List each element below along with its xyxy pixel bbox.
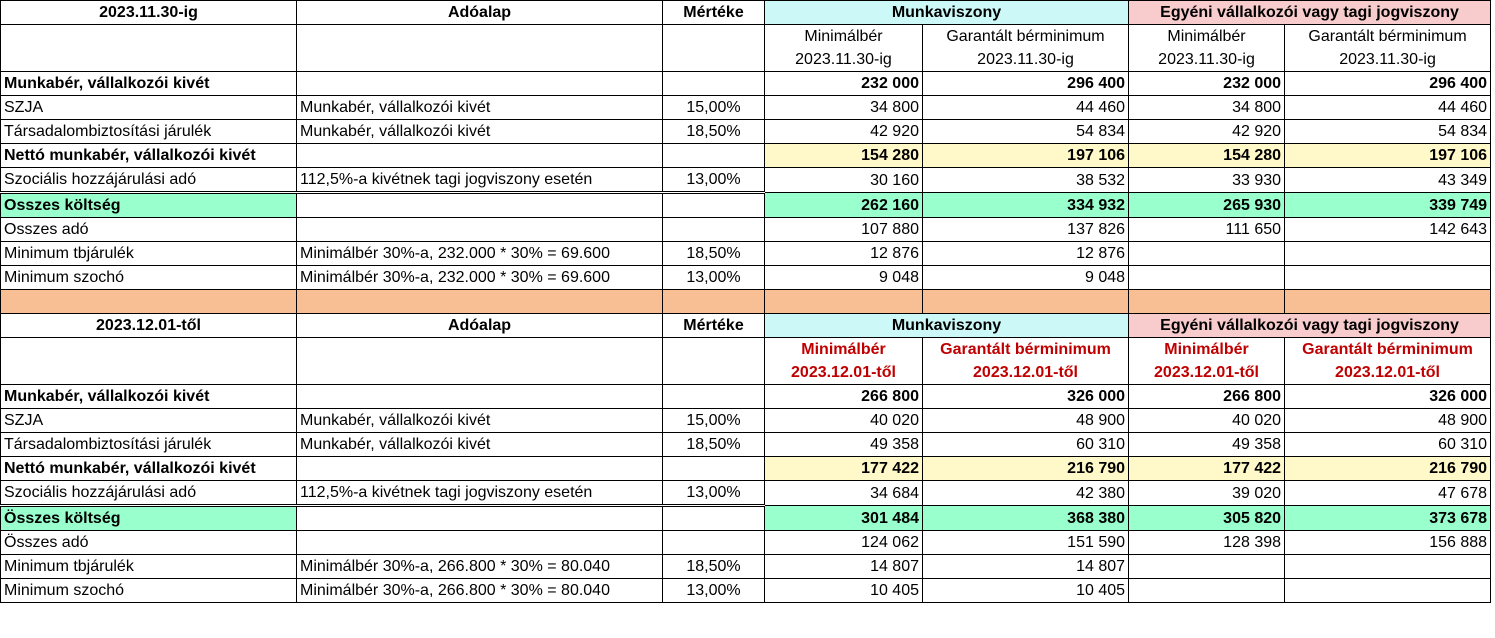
value-egyeni-garantalt[interactable]: 47 678 xyxy=(1285,481,1491,506)
subheader-d[interactable] xyxy=(1285,338,1491,385)
subheader-line1: Garantált bérminimum xyxy=(946,28,1105,45)
table-row xyxy=(1,168,1491,193)
row-label[interactable]: Társadalombiztosítási járulék xyxy=(1,433,297,457)
value-munkaviszony-minimalber[interactable]: 42 920 xyxy=(765,120,923,144)
value-egyeni-minimalber[interactable]: 33 930 xyxy=(1129,168,1285,193)
empty-cell[interactable] xyxy=(663,25,765,72)
row-adoalap[interactable]: Munkabér, vállalkozói kivét xyxy=(297,96,663,120)
row-mertek[interactable]: 13,00% xyxy=(663,266,765,290)
table-row xyxy=(1,72,1491,96)
value-egyeni-garantalt[interactable] xyxy=(1285,242,1491,266)
value-egyeni-garantalt[interactable]: 54 834 xyxy=(1285,120,1491,144)
subheader-line2: 2023.11.30-ig xyxy=(1339,51,1436,68)
value-munkaviszony-minimalber[interactable]: 12 876 xyxy=(765,242,923,266)
value-egyeni-minimalber[interactable]: 42 920 xyxy=(1129,120,1285,144)
row-mertek[interactable]: 15,00% xyxy=(663,96,765,120)
row-mertek[interactable]: 13,00% xyxy=(663,579,765,603)
value-munkaviszony-minimalber[interactable]: 301 484 xyxy=(765,506,923,531)
value-egyeni-minimalber[interactable]: 128 398 xyxy=(1129,531,1285,555)
row-adoalap[interactable] xyxy=(297,193,663,218)
value-munkaviszony-garantalt[interactable]: 60 310 xyxy=(923,433,1129,457)
row-adoalap[interactable] xyxy=(297,457,663,481)
value-egyeni-garantalt[interactable]: 44 460 xyxy=(1285,96,1491,120)
row-label[interactable]: Munkabér, vállalkozói kivét xyxy=(1,385,297,409)
value-egyeni-garantalt[interactable]: 43 349 xyxy=(1285,168,1491,193)
row-adoalap[interactable]: Munkabér, vállalkozói kivét xyxy=(297,433,663,457)
value-egyeni-garantalt[interactable]: 142 643 xyxy=(1285,218,1491,242)
row-mertek[interactable]: 18,50% xyxy=(663,433,765,457)
value-egyeni-minimalber[interactable]: 34 800 xyxy=(1129,96,1285,120)
value-munkaviszony-minimalber[interactable]: 10 405 xyxy=(765,579,923,603)
table-row xyxy=(1,409,1491,433)
value-egyeni-minimalber[interactable]: 40 020 xyxy=(1129,409,1285,433)
mertek-header[interactable]: Mértéke xyxy=(663,1,765,25)
value-egyeni-minimalber[interactable]: 177 422 xyxy=(1129,457,1285,481)
value-munkaviszony-garantalt[interactable]: 151 590 xyxy=(923,531,1129,555)
row-label[interactable]: Osszes adó xyxy=(1,218,297,242)
subheader-line1: Garantált bérminimum xyxy=(1302,341,1473,358)
separator-row xyxy=(1,290,1491,314)
value-egyeni-minimalber[interactable]: 265 930 xyxy=(1129,193,1285,218)
value-munkaviszony-garantalt[interactable]: 48 900 xyxy=(923,409,1129,433)
value-egyeni-minimalber[interactable] xyxy=(1129,579,1285,603)
subheader-line1: Minimálbér xyxy=(804,28,883,45)
row-label[interactable]: Minimum szochó xyxy=(1,579,297,603)
value-munkaviszony-minimalber[interactable]: 124 062 xyxy=(765,531,923,555)
subheader-line1: Minimálbér xyxy=(1164,341,1249,358)
value-munkaviszony-garantalt[interactable]: 137 826 xyxy=(923,218,1129,242)
row-label[interactable]: Munkabér, vállalkozói kivét xyxy=(1,72,297,96)
subheader-b[interactable] xyxy=(923,338,1129,385)
table-row xyxy=(1,96,1491,120)
subheader-a[interactable] xyxy=(765,25,923,72)
value-munkaviszony-garantalt[interactable]: 38 532 xyxy=(923,168,1129,193)
row-mertek[interactable] xyxy=(663,531,765,555)
value-egyeni-garantalt[interactable] xyxy=(1285,266,1491,290)
value-munkaviszony-minimalber[interactable]: 9 048 xyxy=(765,266,923,290)
value-munkaviszony-garantalt[interactable]: 216 790 xyxy=(923,457,1129,481)
row-mertek[interactable] xyxy=(663,72,765,96)
value-munkaviszony-garantalt[interactable]: 12 876 xyxy=(923,242,1129,266)
table-row xyxy=(1,555,1491,579)
empty-cell[interactable] xyxy=(297,25,663,72)
value-munkaviszony-minimalber[interactable]: 49 358 xyxy=(765,433,923,457)
subheader-line1: Garantált bérminimum xyxy=(940,341,1111,358)
value-egyeni-garantalt[interactable]: 48 900 xyxy=(1285,409,1491,433)
value-munkaviszony-garantalt[interactable]: 197 106 xyxy=(923,144,1129,168)
value-egyeni-garantalt[interactable]: 60 310 xyxy=(1285,433,1491,457)
subheader-line2: 2023.11.30-ig xyxy=(1158,51,1255,68)
value-munkaviszony-garantalt[interactable]: 42 380 xyxy=(923,481,1129,506)
row-adoalap[interactable] xyxy=(297,531,663,555)
value-egyeni-minimalber[interactable]: 154 280 xyxy=(1129,144,1285,168)
row-mertek[interactable]: 18,50% xyxy=(663,120,765,144)
row-label[interactable]: Társadalombiztosítási járulék xyxy=(1,120,297,144)
subheader-line2: 2023.11.30-ig xyxy=(977,51,1074,68)
subheader-c[interactable] xyxy=(1129,338,1285,385)
value-munkaviszony-garantalt[interactable]: 54 834 xyxy=(923,120,1129,144)
value-egyeni-minimalber[interactable] xyxy=(1129,242,1285,266)
row-mertek[interactable] xyxy=(663,506,765,531)
value-munkaviszony-garantalt[interactable]: 44 460 xyxy=(923,96,1129,120)
table-row xyxy=(1,144,1491,168)
value-egyeni-garantalt[interactable] xyxy=(1285,555,1491,579)
munkaviszony-header[interactable]: Munkaviszony xyxy=(765,314,1129,338)
subheader-row xyxy=(1,25,1491,72)
row-label[interactable]: Szociális hozzájárulási adó xyxy=(1,481,297,506)
header-row xyxy=(1,314,1491,338)
separator-cell[interactable] xyxy=(1129,290,1285,314)
value-egyeni-garantalt[interactable] xyxy=(1285,579,1491,603)
table-row xyxy=(1,218,1491,242)
value-munkaviszony-garantalt[interactable]: 9 048 xyxy=(923,266,1129,290)
empty-cell[interactable] xyxy=(1,25,297,72)
value-egyeni-garantalt[interactable]: 156 888 xyxy=(1285,531,1491,555)
row-label[interactable]: Osszes költség xyxy=(1,193,297,218)
row-mertek[interactable] xyxy=(663,385,765,409)
row-label[interactable]: Nettó munkabér, vállalkozói kivét xyxy=(1,144,297,168)
adoalap-header[interactable]: Adóalap xyxy=(297,314,663,338)
subheader-b[interactable] xyxy=(923,25,1129,72)
table-row xyxy=(1,579,1491,603)
separator-cell[interactable] xyxy=(1,290,297,314)
value-munkaviszony-minimalber[interactable]: 266 800 xyxy=(765,385,923,409)
value-egyeni-minimalber[interactable] xyxy=(1129,555,1285,579)
empty-cell[interactable] xyxy=(663,338,765,385)
row-mertek[interactable] xyxy=(663,144,765,168)
header-row xyxy=(1,1,1491,25)
separator-cell[interactable] xyxy=(297,290,663,314)
value-egyeni-minimalber[interactable]: 232 000 xyxy=(1129,72,1285,96)
empty-cell[interactable] xyxy=(1,338,297,385)
value-munkaviszony-minimalber[interactable]: 34 800 xyxy=(765,96,923,120)
value-egyeni-minimalber[interactable] xyxy=(1129,266,1285,290)
subheader-line1: Minimálbér xyxy=(801,341,886,358)
row-label[interactable]: Nettó munkabér, vállalkozói kivét xyxy=(1,457,297,481)
row-mertek[interactable]: 13,00% xyxy=(663,168,765,193)
row-adoalap[interactable] xyxy=(297,144,663,168)
row-adoalap[interactable]: Minimálbér 30%-a, 232.000 * 30% = 69.600 xyxy=(297,242,663,266)
row-mertek[interactable] xyxy=(663,193,765,218)
subheader-line2: 2023.12.01-től xyxy=(973,364,1078,381)
row-mertek[interactable] xyxy=(663,457,765,481)
value-munkaviszony-minimalber[interactable]: 177 422 xyxy=(765,457,923,481)
subheader-line2: 2023.12.01-től xyxy=(791,364,896,381)
separator-cell[interactable] xyxy=(923,290,1129,314)
subheader-line1: Garantált bérminimum xyxy=(1308,28,1467,45)
subheader-a[interactable] xyxy=(765,338,923,385)
row-adoalap[interactable] xyxy=(297,218,663,242)
value-munkaviszony-minimalber[interactable]: 107 880 xyxy=(765,218,923,242)
subheader-line2: 2023.12.01-től xyxy=(1154,364,1259,381)
row-label[interactable]: Összes adó xyxy=(1,531,297,555)
row-mertek[interactable]: 18,50% xyxy=(663,555,765,579)
value-munkaviszony-minimalber[interactable]: 154 280 xyxy=(765,144,923,168)
egyeni-header[interactable]: Egyéni vállalkozói vagy tagi jogviszony xyxy=(1129,1,1491,25)
row-mertek[interactable]: 15,00% xyxy=(663,409,765,433)
separator-cell[interactable] xyxy=(1285,290,1491,314)
row-adoalap[interactable] xyxy=(297,385,663,409)
row-adoalap[interactable] xyxy=(297,72,663,96)
value-munkaviszony-garantalt[interactable]: 334 932 xyxy=(923,193,1129,218)
row-adoalap[interactable]: Minimálbér 30%-a, 232.000 * 30% = 69.600 xyxy=(297,266,663,290)
table-row xyxy=(1,193,1491,218)
row-mertek[interactable] xyxy=(663,218,765,242)
subheader-row xyxy=(1,338,1491,385)
subheader-c[interactable] xyxy=(1129,25,1285,72)
value-munkaviszony-minimalber[interactable]: 30 160 xyxy=(765,168,923,193)
row-label[interactable]: SZJA xyxy=(1,409,297,433)
table-row xyxy=(1,433,1491,457)
value-munkaviszony-garantalt[interactable]: 326 000 xyxy=(923,385,1129,409)
row-adoalap[interactable]: Munkabér, vállalkozói kivét xyxy=(297,120,663,144)
value-munkaviszony-minimalber[interactable]: 34 684 xyxy=(765,481,923,506)
mertek-header[interactable]: Mértéke xyxy=(663,314,765,338)
row-adoalap[interactable] xyxy=(297,506,663,531)
value-munkaviszony-minimalber[interactable]: 262 160 xyxy=(765,193,923,218)
value-munkaviszony-minimalber[interactable]: 232 000 xyxy=(765,72,923,96)
value-munkaviszony-minimalber[interactable]: 40 020 xyxy=(765,409,923,433)
table-row xyxy=(1,481,1491,506)
value-egyeni-minimalber[interactable]: 39 020 xyxy=(1129,481,1285,506)
subheader-line1: Minimálbér xyxy=(1167,28,1246,45)
row-adoalap[interactable]: Minimálbér 30%-a, 266.800 * 30% = 80.040 xyxy=(297,555,663,579)
row-label[interactable]: Összes költség xyxy=(1,506,297,531)
value-egyeni-garantalt[interactable]: 326 000 xyxy=(1285,385,1491,409)
row-adoalap[interactable]: 112,5%-a kivétnek tagi jogviszony esetén xyxy=(297,481,663,506)
value-egyeni-garantalt[interactable]: 373 678 xyxy=(1285,506,1491,531)
row-adoalap[interactable]: Munkabér, vállalkozói kivét xyxy=(297,409,663,433)
table-row xyxy=(1,385,1491,409)
period-header[interactable]: 2023.11.30-ig xyxy=(1,1,297,25)
row-label[interactable]: Minimum tbjárulék xyxy=(1,555,297,579)
table-row xyxy=(1,242,1491,266)
value-munkaviszony-garantalt[interactable]: 368 380 xyxy=(923,506,1129,531)
subheader-line2: 2023.12.01-től xyxy=(1335,364,1440,381)
value-egyeni-garantalt[interactable]: 296 400 xyxy=(1285,72,1491,96)
table-row xyxy=(1,457,1491,481)
munkaviszony-header[interactable]: Munkaviszony xyxy=(765,1,1129,25)
value-egyeni-garantalt[interactable]: 216 790 xyxy=(1285,457,1491,481)
adoalap-header[interactable]: Adóalap xyxy=(297,1,663,25)
separator-cell[interactable] xyxy=(663,290,765,314)
value-egyeni-minimalber[interactable]: 49 358 xyxy=(1129,433,1285,457)
table-row xyxy=(1,506,1491,531)
row-label[interactable]: SZJA xyxy=(1,96,297,120)
value-munkaviszony-minimalber[interactable]: 14 807 xyxy=(765,555,923,579)
value-munkaviszony-garantalt[interactable]: 296 400 xyxy=(923,72,1129,96)
value-egyeni-garantalt[interactable]: 339 749 xyxy=(1285,193,1491,218)
subheader-line2: 2023.11.30-ig xyxy=(795,51,892,68)
value-egyeni-minimalber[interactable]: 305 820 xyxy=(1129,506,1285,531)
row-label[interactable]: Minimum tbjárulék xyxy=(1,242,297,266)
table-row xyxy=(1,531,1491,555)
table-row xyxy=(1,266,1491,290)
value-egyeni-minimalber[interactable]: 266 800 xyxy=(1129,385,1285,409)
row-mertek[interactable]: 13,00% xyxy=(663,481,765,506)
row-label[interactable]: Minimum szochó xyxy=(1,266,297,290)
row-adoalap[interactable]: 112,5%-a kivétnek tagi jogviszony esetén xyxy=(297,168,663,193)
value-munkaviszony-garantalt[interactable]: 10 405 xyxy=(923,579,1129,603)
table-row xyxy=(1,120,1491,144)
subheader-d[interactable] xyxy=(1285,25,1491,72)
value-munkaviszony-garantalt[interactable]: 14 807 xyxy=(923,555,1129,579)
value-egyeni-minimalber[interactable]: 111 650 xyxy=(1129,218,1285,242)
empty-cell[interactable] xyxy=(297,338,663,385)
separator-cell[interactable] xyxy=(765,290,923,314)
row-adoalap[interactable]: Minimálbér 30%-a, 266.800 * 30% = 80.040 xyxy=(297,579,663,603)
egyeni-header[interactable]: Egyéni vállalkozói vagy tagi jogviszony xyxy=(1129,314,1491,338)
row-mertek[interactable]: 18,50% xyxy=(663,242,765,266)
row-label[interactable]: Szociális hozzájárulási adó xyxy=(1,168,297,193)
value-egyeni-garantalt[interactable]: 197 106 xyxy=(1285,144,1491,168)
period-header[interactable]: 2023.12.01-től xyxy=(1,314,297,338)
